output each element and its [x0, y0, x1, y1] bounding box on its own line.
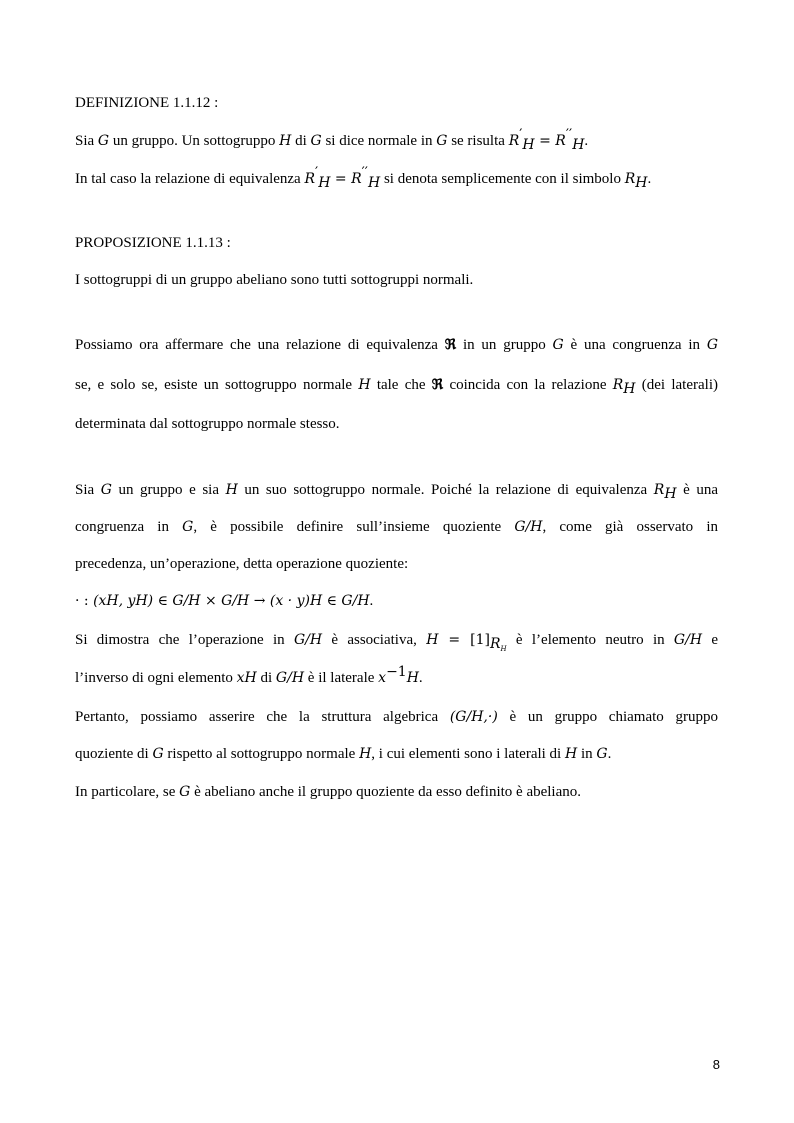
page-number: 8 — [712, 1057, 720, 1072]
paragraph-2-line-2: congruenza in G, è possibile definire sull’insieme quoziente G/H, come già osservato in — [75, 519, 718, 535]
proposition-text: I sottogruppi di un gruppo abeliano sono tutti sottogruppi normali. — [75, 272, 474, 288]
paragraph-2-line-7: Pertanto, possiamo asserire che la struttura algebrica (G/H,·) è un gruppo chiamato gruppo — [75, 709, 718, 725]
normality-formula: $R'_H = R''_H$ — [508, 127, 585, 153]
definition-sentence-1: Sia G un gruppo. Un sottogruppo H di G si dice normale in G se risulta $R'_H = R''_H$. — [75, 127, 589, 153]
paragraph-1-line-2: se, e solo se, esiste un sottogruppo normale H tale che ℜ coincida con la relazione $R_H$ (dei laterali) — [75, 377, 718, 397]
proposition-heading: PROPOSIZIONE 1.1.13 : — [75, 235, 231, 251]
paragraph-1-line-3: determinata dal sottogruppo normale stesso. — [75, 416, 340, 432]
paragraph-2-line-5: Si dimostra che l’operazione in G/H è associativa, $H = [1]_{R_H}$ è l’elemento neutro in G/H e — [75, 632, 718, 653]
definition-heading: DEFINIZIONE 1.1.12 : — [75, 95, 219, 111]
paragraph-1-line-1: Possiamo ora affermare che una relazione di equivalenza ℜ in un gruppo G è una congruenza in G — [75, 337, 718, 353]
paragraph-2-line-1: Sia G un gruppo e sia H un suo sottogruppo normale. Poiché la relazione di equivalenza $R_H$ è una — [75, 482, 718, 502]
quotient-operation-formula: · : (xH, yH) ∈ G/H × G/H → (x · y)H ∈ G/H. — [75, 593, 374, 609]
definition-sentence-2: In tal caso la relazione di equivalenza $R'_H = R''_H$ si denota semplicemente con il simbolo $R_H$. — [75, 165, 652, 191]
paragraph-2-line-3: precedenza, un’operazione, detta operazione quoziente: — [75, 556, 409, 572]
paragraph-2-line-6: l’inverso di ogni elemento xH di G/H è il laterale $x^{-1}H$. — [75, 664, 423, 686]
paragraph-2-line-8: quoziente di G rispetto al sottogruppo normale H, i cui elementi sono i laterali di H in G. — [75, 746, 612, 762]
paragraph-2-line-9: In particolare, se G è abeliano anche il gruppo quoziente da esso definito è abeliano. — [75, 784, 582, 800]
